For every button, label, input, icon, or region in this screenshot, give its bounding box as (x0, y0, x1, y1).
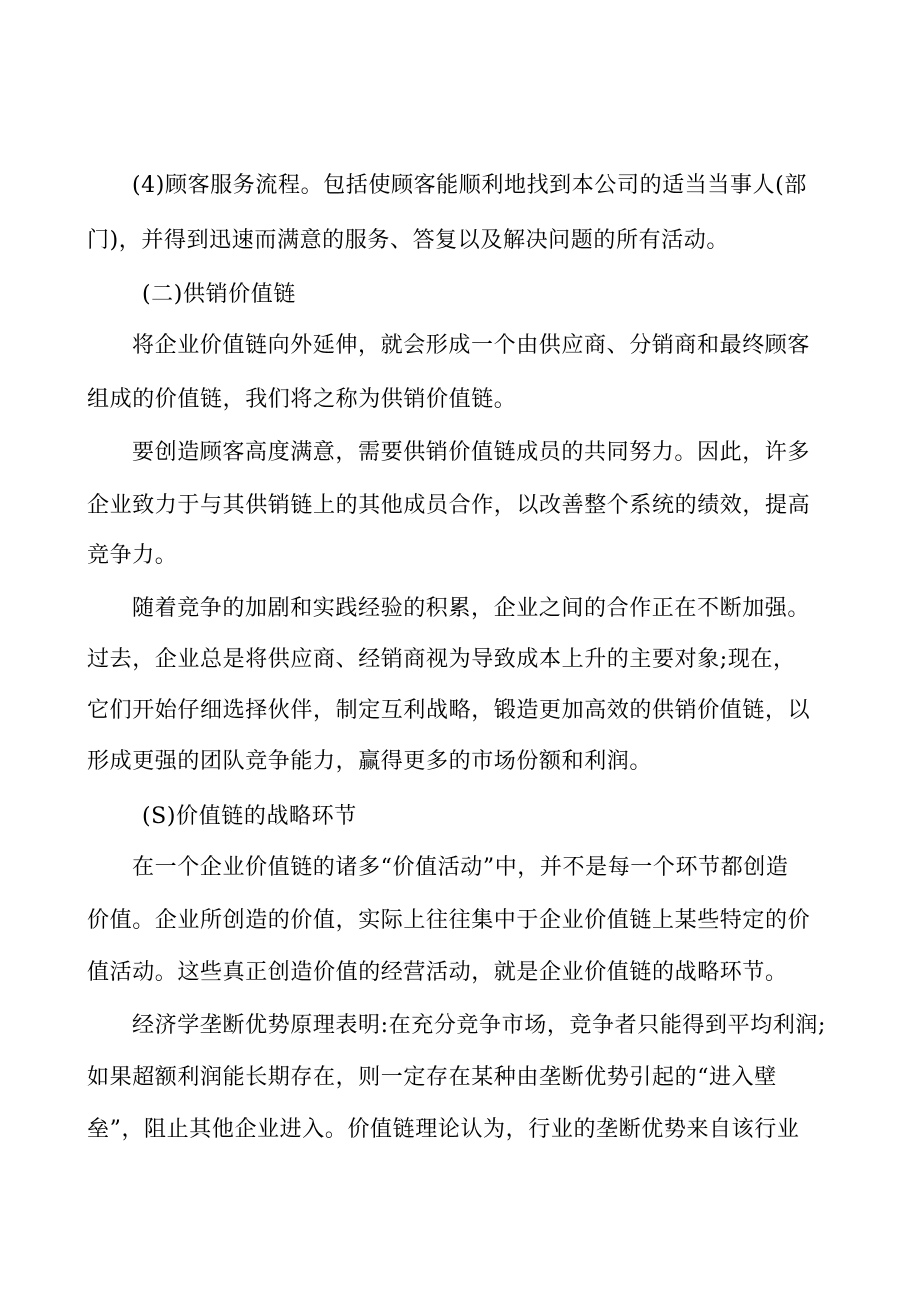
paragraph-line: 企业致力于与其供销链上的其他成员合作，以改善整个系统的绩效，提高 (87, 493, 811, 518)
paragraph-line: 它们开始仔细选择伙伴，制定互利战略，锻造更加高效的供销价值链，以 (87, 698, 811, 723)
paragraph-line: 过去，企业总是将供应商、经销商视为导致成本上升的主要对象;现在， (87, 647, 796, 672)
paragraph-line: (4)顾客服务流程。包括使顾客能顺利地找到本公司的适当当事人(部 (132, 173, 807, 198)
paragraph-line: 值活动。这些真正创造价值的经营活动，就是企业价值链的战略环节。 (87, 960, 788, 985)
paragraph-line: 随着竞争的加剧和实践经验的积累，企业之间的合作正在不断加强。 (132, 596, 811, 621)
paragraph-line: 形成更强的团队竞争能力，赢得更多的市场份额和利润。 (87, 749, 653, 774)
paragraph-line: 竞争力。 (87, 543, 178, 568)
paragraph-line: 组成的价值链，我们将之称为供销价值链。 (87, 387, 517, 412)
paragraph-line: 门)，并得到迅速而满意的服务、答复以及解决问题的所有活动。 (87, 228, 729, 253)
paragraph-line: 如果超额利润能长期存在，则一定存在某种由垄断优势引起的“进入壁 (87, 1065, 777, 1090)
paragraph-line: 垒”，阻止其他企业进入。价值链理论认为，行业的垄断优势来自该行业 (87, 1117, 800, 1142)
paragraph-line: 经济学垄断优势原理表明:在充分竞争市场，竞争者只能得到平均利润; (132, 1013, 827, 1038)
paragraph-line: 要创造顾客高度满意，需要供销价值链成员的共同努力。因此，许多 (132, 440, 811, 465)
section-heading: (二)供销价值链 (142, 282, 296, 307)
paragraph-line: 在一个企业价值链的诸多“价值活动”中，并不是每一个环节都创造 (132, 855, 789, 880)
paragraph-line: 将企业价值链向外延伸，就会形成一个由供应商、分销商和最终顾客 (132, 333, 811, 358)
paragraph-line: 价值。企业所创造的价值，实际上往往集中于企业价值链上某些特定的价 (87, 908, 811, 933)
section-heading: (S)价值链的战略环节 (142, 804, 357, 829)
